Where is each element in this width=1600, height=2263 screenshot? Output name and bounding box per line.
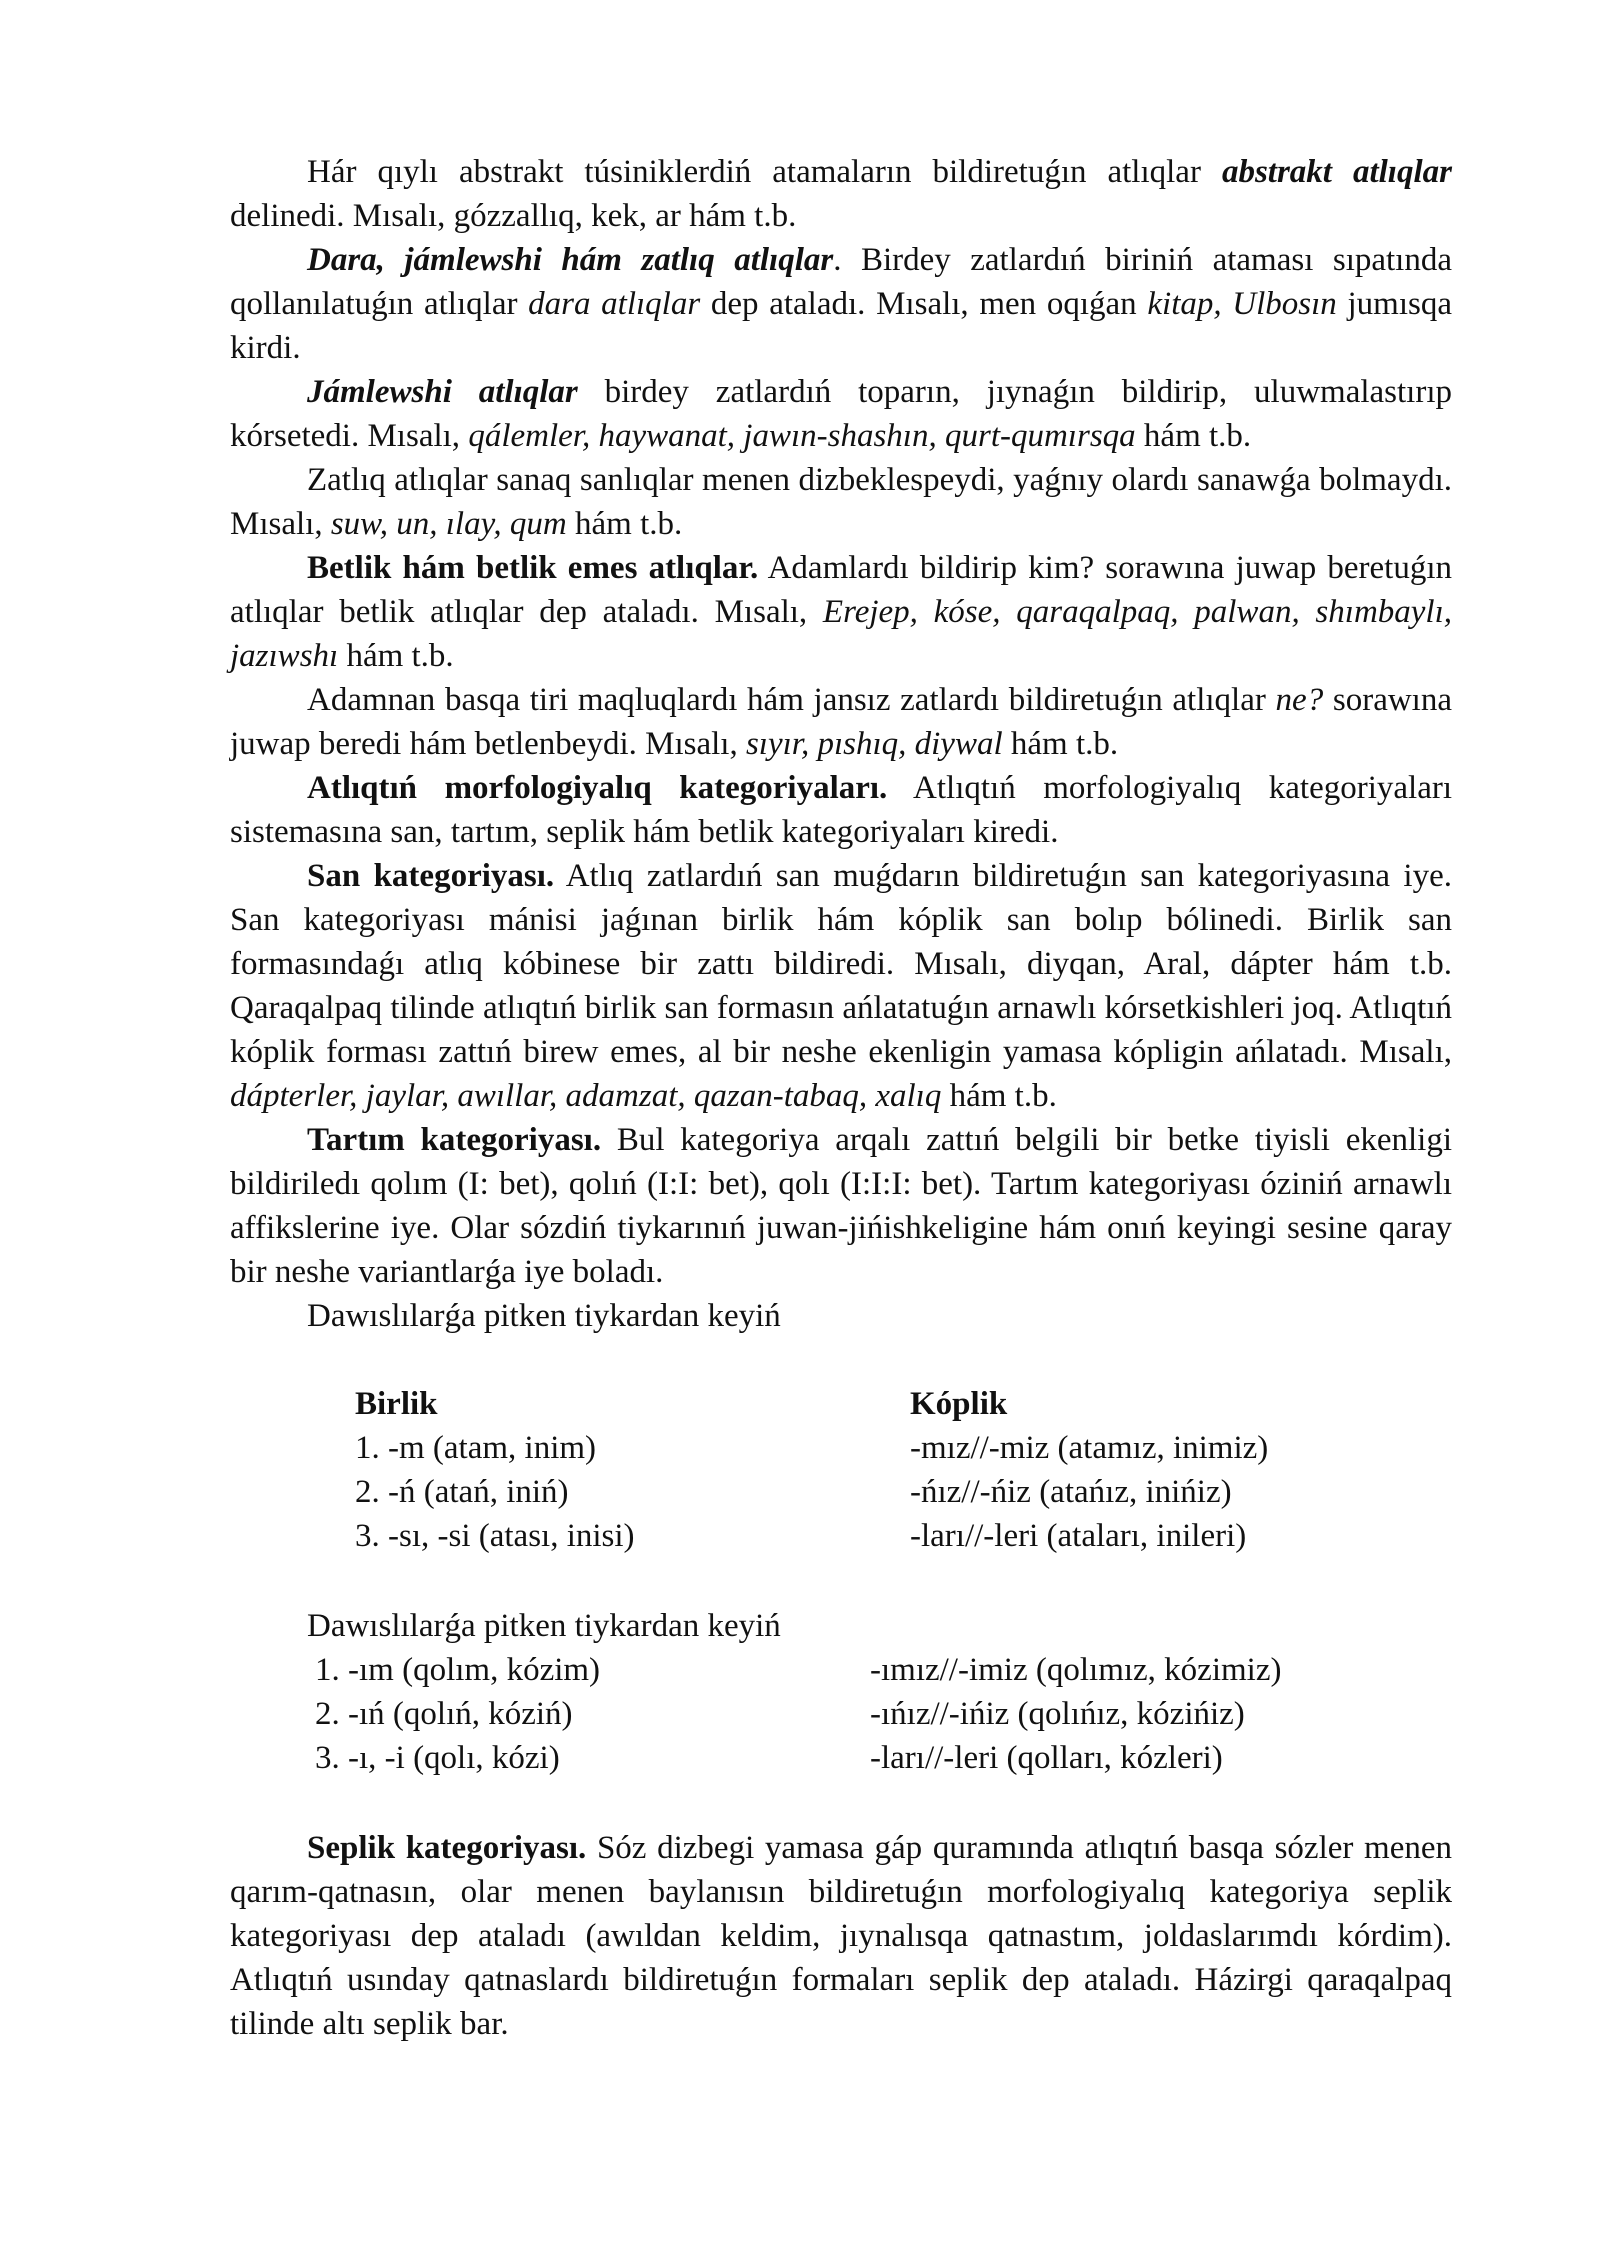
table-row: 3. -sı, -si (atası, inisi) -ları//-leri (ataları, inileri) [355, 1518, 1247, 1554]
suffix-table-consonant-stem [315, 1648, 1452, 1780]
heading-singular-collective: Dara, jámlewshi hám zatlıq atlıqlar [307, 242, 834, 278]
paragraph-collective-nouns: Jámlewshi atlıqlar birdey zatlardıń toparın, jıynaǵın bildirip, uluwmalastırıp kórsetedi. Mısalı, qálemler, haywanat, jawın-shashın, qurt-qumırsqa hám t.b. [230, 374, 1452, 454]
paragraph-case-category: Seplik kategoriyası. Sóz dizbegi yamasa gáp quramında atlıqtıń basqa sózler menen qarım-qatnasın, olar menen baylanısın bildiretuǵın morfologiyalıq kategoriya seplik kategoriyası dep ataladı (awıldan keldim, jıynalısqa qatnastım, joldaslarımdı kórdim). Atlıqtıń usınday qatnaslardı bildiretuǵın formaları seplik dep ataladı. Házirgi qaraqalpaq tilinde altı seplik bar. [230, 1830, 1453, 2042]
table-row: 1. -m (atam, inim) -mız//-miz (atamız, inimiz) [355, 1430, 1269, 1466]
paragraph-singular-collective-nouns: Dara, jámlewshi hám zatlıq atlıqlar. Birdey zatlardıń biriniń ataması sıpatında qollanılatuǵın atlıqlar dara atlıqlar dep ataladı. Mısalı, men oqıǵan kitap, Ulbosın jumısqa kirdi. [230, 242, 1452, 366]
table-header-row [355, 1382, 1452, 1426]
term-collective-nouns: Jámlewshi atlıqlar [307, 374, 578, 410]
heading-personal-nouns: Betlik hám betlik emes atlıqlar. [307, 550, 759, 586]
heading-possessive-category: Tartım kategoriyası. [307, 1122, 602, 1158]
table-row: 1. -ım (qolım, kózim) -ımız//-imiz (qolımız, kózimiz) [315, 1652, 1282, 1688]
spacer [230, 1558, 1452, 1604]
suffix-table-vowel-stem [355, 1382, 1452, 1558]
document-body [230, 150, 1452, 2046]
heading-number-category: San kategoriyası. [307, 858, 555, 894]
paragraph-number-category: San kategoriyası. Atlıq zatlardıń san muǵdarın bildiretuǵın san kategoriyasına iye. San kategoriyası mánisi jaǵınan birlik hám kóplik san bolıp bólinedi. Birlik san formasındaǵı atlıq kóbinese bir zattı bildiredi. Mısalı, diyqan, Aral, dápter hám t.b. Qaraqalpaq tilinde atlıqtıń birlik san formasın ańlatatuǵın arnawlı kórsetkishleri joq. Atlıqtıń kóplik forması zattıń birew emes, al bir neshe ekenligin yamasa kópligin ańlatadı. Mısalı, dápterler, jaylar, awıllar, adamzat, qazan-tabaq, xalıq hám t.b. [230, 858, 1453, 1114]
paragraph-non-personal-nouns: Adamnan basqa tiri maqluqlardı hám jansız zatlardı bildiretuǵın atlıqlar ne? sorawına juwap beredi hám betlenbeydi. Mısalı, sıyır, pıshıq, diywal hám t.b. [230, 682, 1452, 762]
paragraph-after-vowel-stem-2: Dawıslılarǵa pitken tiykardan keyiń [307, 1608, 781, 1644]
paragraph-after-vowel-stem-1: Dawıslılarǵa pitken tiykardan keyiń [307, 1298, 781, 1334]
paragraph-mass-nouns: Zatlıq atlıqlar sanaq sanlıqlar menen dizbeklespeydi, yaǵnıy olardı sanawǵa bolmaydı. Mısalı, suw, un, ılay, qum hám t.b. [230, 462, 1452, 542]
paragraph-abstract-nouns: Hár qıylı abstrakt túsiniklerdiń atamaların bildiretuǵın atlıqlar abstrakt atlıqlar delinedi. Mısalı, gózzallıq, kek, ar hám t.b. [230, 154, 1452, 234]
heading-case-category: Seplik kategoriyası. [307, 1830, 587, 1866]
header-singular: Birlik [355, 1386, 438, 1422]
paragraph-morphological-categories: Atlıqtıń morfologiyalıq kategoriyaları. Atlıqtıń morfologiyalıq kategoriyaları sistemasına san, tartım, seplik hám betlik kategoriyaları kiredi. [230, 770, 1453, 850]
table-row: 2. -ıń (qolıń, kóziń) -ıńız//-ińiz (qolıńız, kózińiz) [315, 1696, 1245, 1732]
term-abstract-nouns: abstrakt atlıqlar [1221, 154, 1452, 190]
table-row: 3. -ı, -i (qolı, kózi) -ları//-leri (qolları, kózleri) [315, 1740, 1223, 1776]
heading-morphological-categories: Atlıqtıń morfologiyalıq kategoriyaları. [307, 770, 888, 806]
paragraph-personal-nouns: Betlik hám betlik emes atlıqlar. Adamlardı bildirip kim? sorawına juwap beretuǵın atlıqlar betlik atlıqlar dep ataladı. Mısalı, Erejep, kóse, qaraqalpaq, palwan, shımbaylı, jazıwshı hám t.b. [230, 550, 1453, 674]
header-plural: Kóplik [910, 1386, 1008, 1422]
paragraph-possessive-category: Tartım kategoriyası. Bul kategoriya arqalı zattıń belgili bir betke tiyisli ekenligi bildiriledı qolım (I: bet), qolıń (I:I: bet), qolı (I:I:I: bet). Tartım kategoriyası óziniń arnawlı affikslerine iye. Olar sózdiń tiykarınıń juwan-jińishkeligine hám onıń keyingi sesine qaray bir neshe variantlarǵa iye boladı. [230, 1122, 1452, 1290]
table-row: 2. -ń (atań, iniń) -ńız//-ńiz (atańız, inińiz) [355, 1474, 1232, 1510]
